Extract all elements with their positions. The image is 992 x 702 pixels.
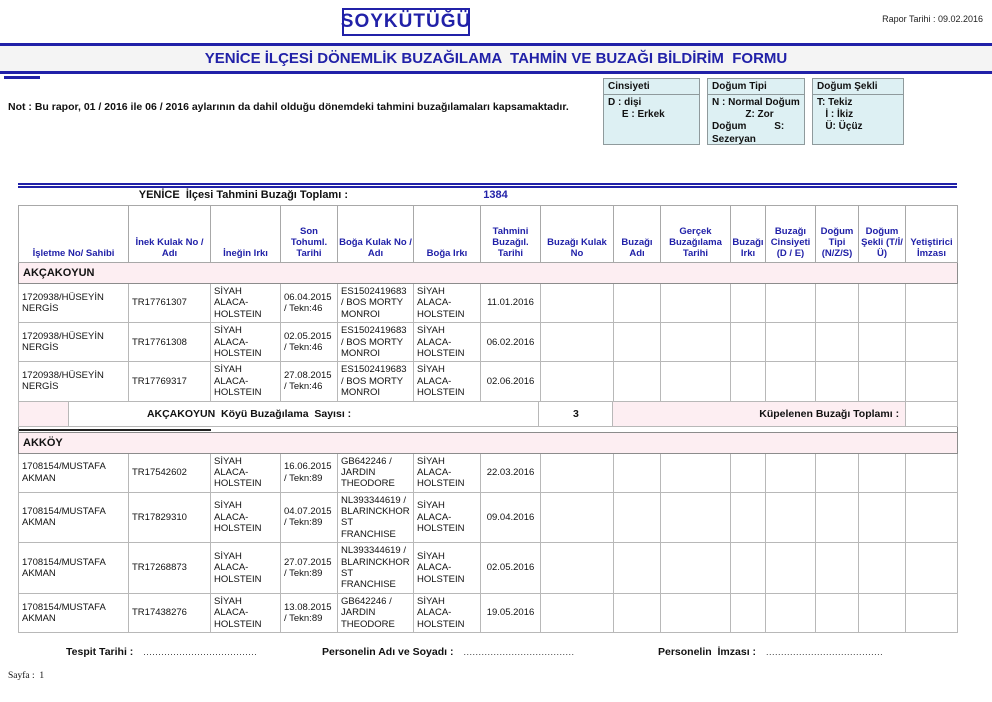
cell [614, 543, 661, 594]
legend-box-dogum-sekli [812, 78, 904, 145]
col-header: Boğa Irkı [414, 206, 481, 263]
logo-text: SOYKÜTÜĞÜ [340, 11, 472, 32]
col-header: İneğin Irkı [211, 206, 281, 263]
cell [906, 453, 958, 492]
table-row [19, 543, 958, 594]
cell: SİYAH ALACA-HOLSTEIN [414, 543, 481, 594]
col-header: Yetiştirici İmzası [906, 206, 958, 263]
footer-tespit-tarihi [66, 646, 257, 658]
cell: SİYAH ALACA-HOLSTEIN [414, 362, 481, 401]
footer-label: Personelin İmzası : [658, 646, 757, 658]
tagged-calf-total-label: Küpelenen Buzağı Toplamı : [613, 402, 905, 426]
cell [731, 362, 766, 401]
footer-personel-adi [322, 646, 575, 658]
footer-label: Tespit Tarihi : [66, 646, 134, 658]
spacer-cell [19, 426, 958, 432]
cell: 1720938/HÜSEYİN NERGİS [19, 323, 129, 362]
cell: 27.07.2015/ Tekn:89 [281, 543, 338, 594]
table-row [19, 362, 958, 401]
cell [859, 323, 906, 362]
legend-line: D : dişi [608, 97, 642, 108]
cell: 13.08.2015/ Tekn:89 [281, 593, 338, 632]
table-row [19, 284, 958, 323]
col-header: Boğa Kulak No / Adı [338, 206, 414, 263]
table-header-row [19, 206, 958, 263]
cell: 22.03.2016 [481, 453, 541, 492]
cell: NL393344619 / BLARINCKHORST FRANCHISE [338, 492, 414, 543]
table-row [19, 593, 958, 632]
title-dash-decoration [4, 76, 40, 79]
subtotal-flex [19, 402, 957, 426]
cell [541, 593, 614, 632]
cell [816, 284, 859, 323]
double-rule [18, 183, 957, 188]
cell [541, 284, 614, 323]
cell [614, 492, 661, 543]
cell [766, 453, 816, 492]
livestock-table [18, 205, 958, 633]
cell: GB642246 / JARDIN THEODORE [338, 453, 414, 492]
cell: TR17761307 [129, 284, 211, 323]
cell [766, 362, 816, 401]
section-header: AKKÖY [19, 432, 958, 453]
district-total-value: 1384 [483, 189, 508, 201]
cell [541, 492, 614, 543]
legend-line: Sezeryan [712, 133, 756, 145]
report-table-zone [18, 183, 957, 633]
cell [906, 492, 958, 543]
cell: SİYAH ALACA-HOLSTEIN [211, 453, 281, 492]
cell [906, 323, 958, 362]
title-band [0, 43, 992, 74]
cell [859, 593, 906, 632]
cell: SİYAH ALACA-HOLSTEIN [211, 323, 281, 362]
cell [816, 453, 859, 492]
cell: 27.08.2015/ Tekn:46 [281, 362, 338, 401]
cell [816, 543, 859, 594]
col-header: Doğum Şekli (T/İ/Ü) [859, 206, 906, 263]
col-header: Buzağı Irkı [731, 206, 766, 263]
legend-line: Doğum S: [712, 121, 785, 133]
cell: SİYAH ALACA-HOLSTEIN [211, 492, 281, 543]
legend-title: Cinsiyeti [604, 79, 699, 95]
col-header: İnek Kulak No / Adı [129, 206, 211, 263]
cell: TR17829310 [129, 492, 211, 543]
cell: SİYAH ALACA-HOLSTEIN [211, 362, 281, 401]
cell [614, 453, 661, 492]
cell [859, 453, 906, 492]
cell: 16.06.2015/ Tekn:89 [281, 453, 338, 492]
village-subtotal-count: 3 [538, 402, 613, 426]
district-total-row [18, 189, 957, 205]
cell [731, 323, 766, 362]
legend-box-dogum-tipi [707, 78, 805, 145]
cell: TR17761308 [129, 323, 211, 362]
legend-title: Doğum Şekli [813, 79, 903, 95]
cell: 09.04.2016 [481, 492, 541, 543]
cell [614, 323, 661, 362]
cell: 11.01.2016 [481, 284, 541, 323]
cell: 02.05.2016 [481, 543, 541, 594]
cell [661, 284, 731, 323]
cell: 19.05.2016 [481, 593, 541, 632]
cell [614, 362, 661, 401]
cell: SİYAH ALACA-HOLSTEIN [414, 323, 481, 362]
cell [541, 453, 614, 492]
legend-line: İ : İkiz [817, 109, 854, 121]
col-header: Son Tohuml. Tarihi [281, 206, 338, 263]
section-row [19, 432, 958, 453]
cell: ES1502419683 / BOS MORTY MONROI [338, 362, 414, 401]
cell: 1708154/MUSTAFA AKMAN [19, 453, 129, 492]
legend-title: Doğum Tipi [708, 79, 804, 95]
cell: TR17769317 [129, 362, 211, 401]
section-header: AKÇAKOYUN [19, 263, 958, 284]
village-subtotal-label: AKÇAKOYUN Köyü Buzağılama Sayısı : [69, 402, 539, 426]
cell [816, 362, 859, 401]
cell: SİYAH ALACA-HOLSTEIN [414, 453, 481, 492]
cell [661, 453, 731, 492]
sum-underline [19, 429, 211, 431]
subtotal-left-cell [19, 402, 69, 426]
cell: TR17438276 [129, 593, 211, 632]
col-header: Buzağı Cinsiyeti (D / E) [766, 206, 816, 263]
table-row [19, 453, 958, 492]
col-header: Doğum Tipi (N/Z/S) [816, 206, 859, 263]
cell: 02.05.2015/ Tekn:46 [281, 323, 338, 362]
cell [816, 492, 859, 543]
cell [731, 492, 766, 543]
cell: ES1502419683 / BOS MORTY MONROI [338, 284, 414, 323]
cell: 02.06.2016 [481, 362, 541, 401]
cell: SİYAH ALACA-HOLSTEIN [414, 492, 481, 543]
cell [906, 543, 958, 594]
col-header: Gerçek Buzağılama Tarihi [661, 206, 731, 263]
cell: TR17268873 [129, 543, 211, 594]
cell: SİYAH ALACA-HOLSTEIN [211, 284, 281, 323]
cell: 06.02.2016 [481, 323, 541, 362]
cell [906, 593, 958, 632]
footer-personel-imzasi [658, 646, 883, 658]
legend-line: Z: Zor [712, 109, 774, 121]
cell [614, 593, 661, 632]
legend-line: Ü: Üçüz [817, 121, 863, 133]
cell [816, 323, 859, 362]
legend-body [604, 95, 699, 123]
cell [766, 323, 816, 362]
cell [731, 284, 766, 323]
col-header: İşletme No/ Sahibi [19, 206, 129, 263]
legend-line: T: Tekiz [817, 97, 853, 108]
legend-box-cinsiyeti [603, 78, 700, 145]
cell [766, 543, 816, 594]
cell [766, 593, 816, 632]
cell [541, 323, 614, 362]
cell: SİYAH ALACA-HOLSTEIN [211, 593, 281, 632]
cell: SİYAH ALACA-HOLSTEIN [414, 593, 481, 632]
dotted-line: ..................................... [463, 647, 575, 657]
tagged-calf-total-value [905, 402, 957, 426]
cell [859, 492, 906, 543]
cell: 04.07.2015/ Tekn:89 [281, 492, 338, 543]
cell: 1708154/MUSTAFA AKMAN [19, 492, 129, 543]
cell [859, 362, 906, 401]
col-header: Buzağı Adı [614, 206, 661, 263]
cell [731, 453, 766, 492]
cell: 06.04.2015/ Tekn:46 [281, 284, 338, 323]
report-date: Rapor Tarihi : 09.02.2016 [882, 14, 983, 24]
cell [541, 362, 614, 401]
cell: 1708154/MUSTAFA AKMAN [19, 543, 129, 594]
legend-body [708, 95, 804, 148]
cell: SİYAH ALACA-HOLSTEIN [414, 284, 481, 323]
spacer-row [19, 426, 958, 432]
col-header: Tahmini Buzağıl. Tarihi [481, 206, 541, 263]
table-body [19, 263, 958, 633]
footer-label: Personelin Adı ve Soyadı : [322, 646, 454, 658]
section-row [19, 263, 958, 284]
cell [661, 543, 731, 594]
legend-line: N : Normal Doğum [712, 97, 800, 108]
dotted-line: ....................................... [766, 647, 884, 657]
cell [541, 543, 614, 594]
cell: ES1502419683 / BOS MORTY MONROI [338, 323, 414, 362]
col-header: Buzağı Kulak No [541, 206, 614, 263]
cell: GB642246 / JARDIN THEODORE [338, 593, 414, 632]
cell: TR17542602 [129, 453, 211, 492]
report-note: Not : Bu rapor, 01 / 2016 ile 06 / 2016 aylarının da dahil olduğu dönemdeki tahmini buzağılamaları kapsamaktadır. [8, 101, 569, 113]
cell [859, 543, 906, 594]
cell [731, 593, 766, 632]
cell [661, 362, 731, 401]
cell [731, 543, 766, 594]
cell [661, 323, 731, 362]
cell [906, 362, 958, 401]
cell [661, 492, 731, 543]
subtotal-row [19, 401, 958, 426]
table-row [19, 323, 958, 362]
cell: NL393344619 / BLARINCKHORST FRANCHISE [338, 543, 414, 594]
logo-box [342, 8, 470, 36]
cell: SİYAH ALACA-HOLSTEIN [211, 543, 281, 594]
page-title: YENİCE İLÇESİ DÖNEMLİK BUZAĞILAMA TAHMİN VE BUZAĞI BİLDİRİM FORMU [204, 50, 788, 67]
cell [661, 593, 731, 632]
district-total-label: YENİCE İlçesi Tahmini Buzağı Toplamı : [138, 189, 348, 201]
cell [766, 492, 816, 543]
cell [816, 593, 859, 632]
legend-body [813, 95, 903, 136]
page-number: Sayfa : 1 [8, 671, 45, 681]
cell [906, 284, 958, 323]
legend-line: E : Erkek [608, 109, 665, 121]
cell: 1720938/HÜSEYİN NERGİS [19, 284, 129, 323]
subtotal-container [19, 401, 958, 426]
cell: 1708154/MUSTAFA AKMAN [19, 593, 129, 632]
cell: 1720938/HÜSEYİN NERGİS [19, 362, 129, 401]
cell [766, 284, 816, 323]
dotted-line: ...................................... [143, 647, 258, 657]
cell [614, 284, 661, 323]
cell [859, 284, 906, 323]
table-row [19, 492, 958, 543]
